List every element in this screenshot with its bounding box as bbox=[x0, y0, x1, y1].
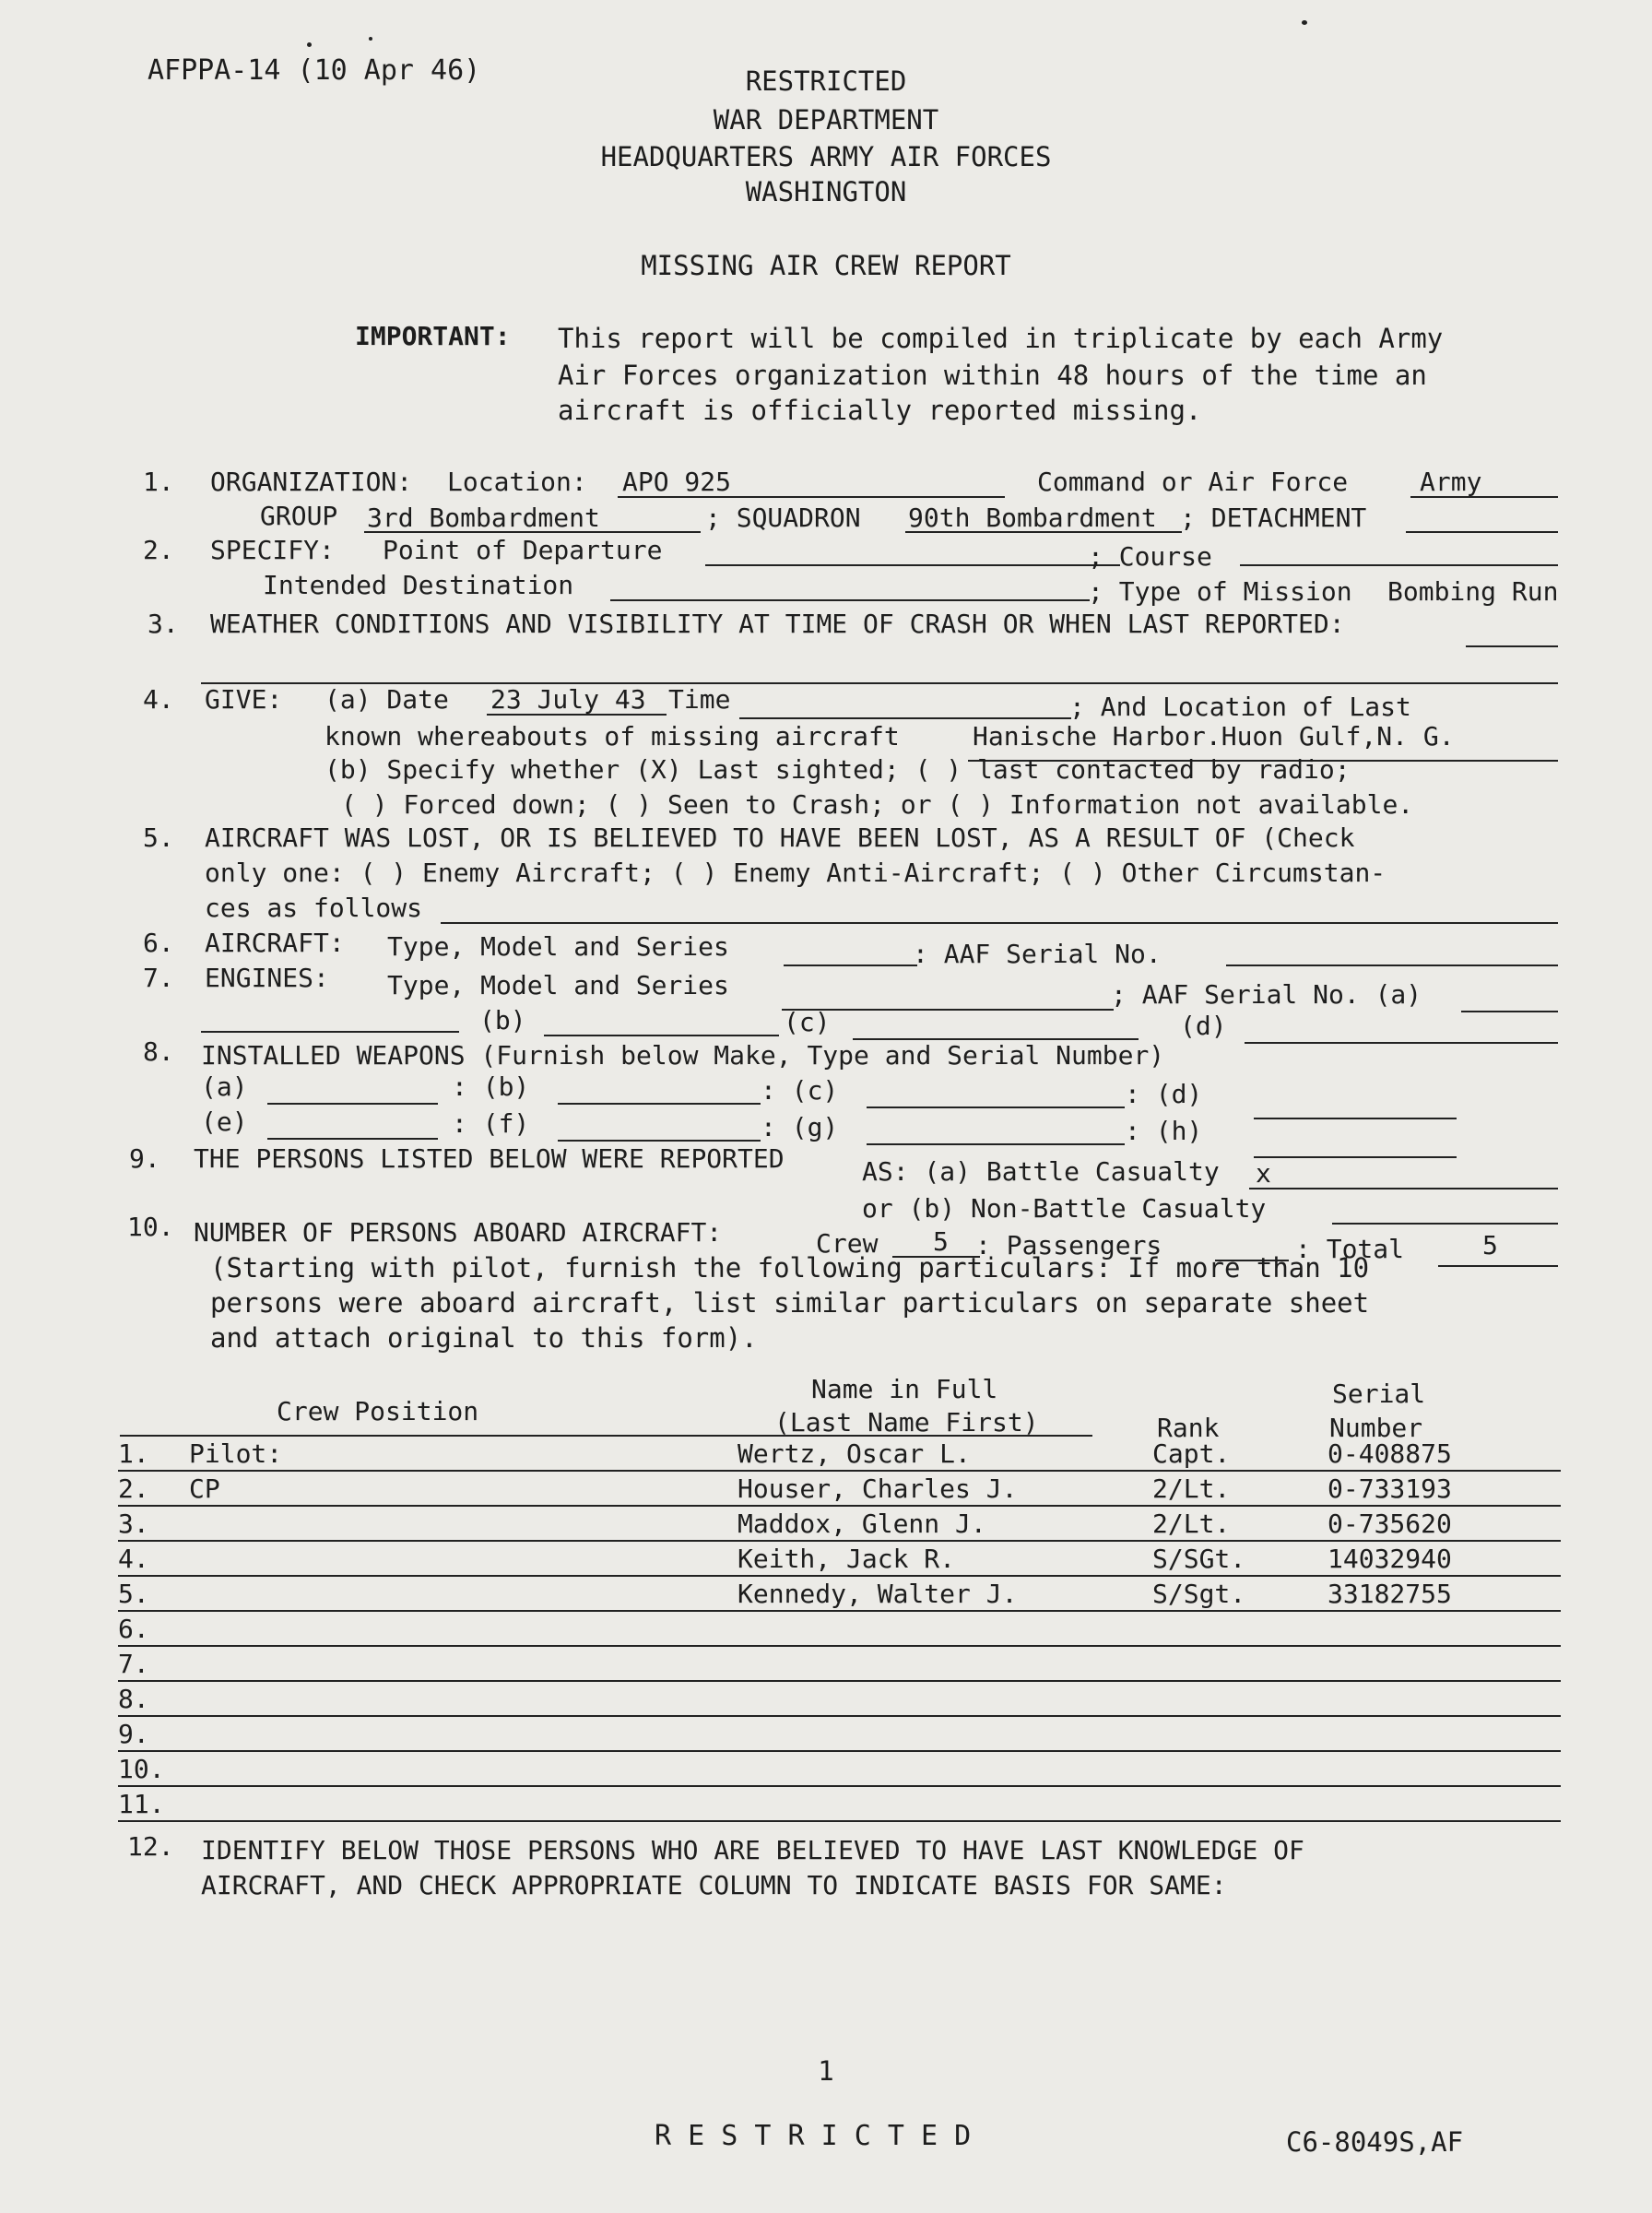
location-value: APO 925 bbox=[622, 467, 732, 497]
weapon-b-line bbox=[558, 1103, 761, 1105]
row-rule bbox=[118, 1645, 1561, 1647]
date-label: (a) Date bbox=[324, 684, 449, 715]
squadron-line bbox=[905, 531, 1182, 533]
engines-serial-a2-line bbox=[201, 1031, 459, 1033]
crew-name: Keith, Jack R. bbox=[738, 1544, 956, 1574]
row-rule bbox=[118, 1610, 1561, 1612]
group-line bbox=[364, 531, 701, 533]
command-line bbox=[1410, 496, 1558, 498]
row-number: 10. bbox=[118, 1754, 165, 1784]
weapon-c-line bbox=[867, 1106, 1125, 1108]
weapon-e-line bbox=[267, 1138, 438, 1140]
engines-label: ENGINES: bbox=[205, 963, 329, 993]
specify-whether-line: (b) Specify whether (X) Last sighted; ( ) last contacted by radio; bbox=[324, 754, 1351, 785]
location-line bbox=[618, 496, 1005, 498]
crew-serial: 0-733193 bbox=[1328, 1473, 1452, 1504]
classification-top: RESTRICTED bbox=[745, 65, 907, 97]
crew-serial: 14032940 bbox=[1328, 1544, 1452, 1574]
item-5-number: 5. bbox=[143, 822, 174, 853]
aircraft-serial-label: : AAF Serial No. bbox=[913, 939, 1162, 969]
weapon-g-line bbox=[867, 1143, 1125, 1145]
detachment-label: ; DETACHMENT bbox=[1180, 503, 1367, 533]
non-battle-casualty-label: or (b) Non-Battle Casualty bbox=[862, 1193, 1267, 1224]
engines-serial-a-line bbox=[1461, 1011, 1558, 1012]
group-label: GROUP bbox=[260, 501, 338, 531]
header-serial-top: Serial bbox=[1332, 1379, 1426, 1409]
weapon-f-line bbox=[558, 1140, 761, 1142]
row-rule bbox=[118, 1540, 1561, 1542]
particulars-line-2: persons were aboard aircraft, list similar particulars on separate sheet bbox=[210, 1287, 1370, 1319]
battle-casualty-value: x bbox=[1256, 1158, 1271, 1189]
engines-tms-line bbox=[782, 1009, 1114, 1011]
item-1-number: 1. bbox=[143, 467, 174, 497]
item-4-number: 4. bbox=[143, 684, 174, 715]
organization-label: ORGANIZATION: bbox=[210, 467, 413, 497]
item-6-number: 6. bbox=[143, 928, 174, 958]
crew-position: Pilot: bbox=[189, 1438, 283, 1469]
weapon-d-line bbox=[1254, 1118, 1457, 1119]
item-9-number: 9. bbox=[129, 1143, 160, 1174]
particulars-line-1: (Starting with pilot, furnish the following particulars: If more than 10 bbox=[210, 1252, 1370, 1284]
weapon-b-label: : (b) bbox=[452, 1071, 530, 1102]
city: WASHINGTON bbox=[745, 176, 907, 207]
time-label: Time bbox=[668, 684, 731, 715]
crew-name: Wertz, Oscar L. bbox=[738, 1438, 971, 1469]
engines-serial-d-line bbox=[1245, 1042, 1558, 1044]
item-12-number: 12. bbox=[127, 1831, 174, 1862]
engines-serial-c-label: (c) bbox=[784, 1007, 831, 1037]
item-2-number: 2. bbox=[143, 535, 174, 565]
engines-serial-b-line bbox=[544, 1035, 779, 1036]
row-number: 11. bbox=[118, 1789, 165, 1819]
row-rule bbox=[118, 1575, 1561, 1577]
important-line-2: Air Forces organization within 48 hours of the time an bbox=[558, 360, 1427, 391]
engines-serial-label: ; AAF Serial No. (a) bbox=[1111, 979, 1422, 1010]
scan-speck bbox=[1302, 20, 1307, 25]
important-label: IMPORTANT: bbox=[355, 321, 511, 351]
identify-line-1: IDENTIFY BELOW THOSE PERSONS WHO ARE BELIEVED TO HAVE LAST KNOWLEDGE OF bbox=[201, 1835, 1304, 1865]
passengers-label: : Passengers bbox=[975, 1230, 1162, 1260]
course-line bbox=[1240, 564, 1558, 566]
destination-line bbox=[610, 599, 1090, 601]
identify-line-2: AIRCRAFT, AND CHECK APPROPRIATE COLUMN TO INDICATE BASIS FOR SAME: bbox=[201, 1870, 1227, 1900]
forced-down-line: ( ) Forced down; ( ) Seen to Crash; or ( ) Information not available. bbox=[341, 789, 1414, 820]
important-line-1: This report will be compiled in triplicate by each Army bbox=[558, 323, 1444, 354]
time-line bbox=[739, 717, 1071, 719]
weapon-g-label: : (g) bbox=[761, 1112, 839, 1142]
form-id: AFPPA-14 (10 Apr 46) bbox=[148, 54, 481, 87]
lost-reason-line-1: AIRCRAFT WAS LOST, OR IS BELIEVED TO HAVE BEEN LOST, AS A RESULT OF (Check bbox=[205, 822, 1355, 853]
engines-serial-d-label: (d) bbox=[1180, 1011, 1227, 1041]
item-10-number: 10. bbox=[127, 1212, 174, 1242]
total-value: 5 bbox=[1482, 1230, 1498, 1260]
whereabouts-value: Hanische Harbor.Huon Gulf,N. G. bbox=[973, 721, 1455, 751]
important-line-3: aircraft is officially reported missing. bbox=[558, 395, 1202, 426]
weapon-a-line bbox=[267, 1103, 438, 1105]
row-rule bbox=[118, 1715, 1561, 1717]
row-rule bbox=[118, 1470, 1561, 1472]
particulars-line-3: and attach original to this form). bbox=[210, 1322, 758, 1354]
department: WAR DEPARTMENT bbox=[713, 104, 939, 136]
aircraft-tms-label: Type, Model and Series bbox=[387, 931, 729, 962]
crew-value: 5 bbox=[933, 1226, 949, 1257]
crew-rank: S/Sgt. bbox=[1152, 1579, 1246, 1609]
row-number: 3. bbox=[118, 1509, 149, 1539]
row-number: 5. bbox=[118, 1579, 149, 1609]
row-number: 7. bbox=[118, 1649, 149, 1679]
battle-casualty-line bbox=[1249, 1188, 1558, 1189]
weapon-f-label: : (f) bbox=[452, 1108, 530, 1139]
crew-serial: 0-408875 bbox=[1328, 1438, 1452, 1469]
header-name-bottom: (Last Name First) bbox=[774, 1407, 1039, 1438]
weapon-h-line bbox=[1254, 1156, 1457, 1158]
aircraft-serial-line bbox=[1226, 964, 1558, 966]
row-rule bbox=[118, 1785, 1561, 1787]
non-battle-casualty-line bbox=[1332, 1223, 1558, 1225]
group-value: 3rd Bombardment bbox=[367, 503, 600, 533]
location-label: Location: bbox=[447, 467, 587, 497]
row-number: 9. bbox=[118, 1719, 149, 1749]
command-value: Army bbox=[1420, 467, 1482, 497]
specify-label: SPECIFY: bbox=[210, 535, 335, 565]
departure-line bbox=[705, 564, 1120, 566]
weapon-d-label: : (d) bbox=[1125, 1079, 1203, 1109]
mission-value: Bombing Run bbox=[1387, 576, 1559, 607]
header-name-top: Name in Full bbox=[811, 1374, 998, 1404]
command-label: Command or Air Force bbox=[1037, 467, 1349, 497]
row-number: 2. bbox=[118, 1473, 149, 1504]
crew-name: Kennedy, Walter J. bbox=[738, 1579, 1018, 1609]
crew-rank: Capt. bbox=[1152, 1438, 1231, 1469]
scan-speck bbox=[307, 42, 312, 47]
weapon-h-label: : (h) bbox=[1125, 1116, 1203, 1146]
scan-speck bbox=[369, 37, 372, 41]
aircraft-tms-line bbox=[784, 964, 917, 966]
date-value: 23 July 43 bbox=[490, 684, 646, 715]
mission-label: ; Type of Mission bbox=[1088, 576, 1352, 607]
date-line bbox=[487, 714, 667, 716]
classification-bottom: R E S T R I C T E D bbox=[655, 2120, 972, 2152]
form-code: C6-8049S,AF bbox=[1286, 2126, 1464, 2158]
total-line bbox=[1438, 1265, 1558, 1267]
row-number: 1. bbox=[118, 1438, 149, 1469]
crew-name: Maddox, Glenn J. bbox=[738, 1509, 986, 1539]
item-8-number: 8. bbox=[143, 1036, 174, 1067]
form-title: MISSING AIR CREW REPORT bbox=[641, 250, 1011, 281]
row-rule bbox=[118, 1750, 1561, 1752]
location-last-label: ; And Location of Last bbox=[1069, 692, 1411, 722]
engines-serial-b-label: (b) bbox=[479, 1005, 526, 1035]
crew-serial: 33182755 bbox=[1328, 1579, 1452, 1609]
squadron-label: ; SQUADRON bbox=[705, 503, 861, 533]
lost-reason-line-2: only one: ( ) Enemy Aircraft; ( ) Enemy Anti-Aircraft; ( ) Other Circumstan- bbox=[205, 858, 1386, 888]
weapons-label: INSTALLED WEAPONS (Furnish below Make, Type and Serial Number) bbox=[201, 1040, 1165, 1071]
headquarters: HEADQUARTERS ARMY AIR FORCES bbox=[600, 141, 1052, 172]
row-rule bbox=[118, 1505, 1561, 1507]
header-crew-position: Crew Position bbox=[277, 1396, 479, 1426]
crew-serial: 0-735620 bbox=[1328, 1509, 1452, 1539]
crew-rank: 2/Lt. bbox=[1152, 1509, 1231, 1539]
squadron-value: 90th Bombardment bbox=[908, 503, 1157, 533]
course-label: ; Course bbox=[1088, 541, 1212, 572]
reported-label: THE PERSONS LISTED BELOW WERE REPORTED bbox=[194, 1143, 785, 1174]
persons-aboard-label: NUMBER OF PERSONS ABOARD AIRCRAFT: bbox=[194, 1217, 723, 1248]
battle-casualty-label: AS: (a) Battle Casualty bbox=[862, 1156, 1220, 1187]
total-label: : Total bbox=[1295, 1234, 1405, 1264]
row-number: 8. bbox=[118, 1684, 149, 1714]
row-rule bbox=[118, 1820, 1561, 1822]
aircraft-label: AIRCRAFT: bbox=[205, 928, 345, 958]
crew-position: CP bbox=[189, 1473, 220, 1504]
give-label: GIVE: bbox=[205, 684, 283, 715]
header-serial-bottom: Number bbox=[1329, 1413, 1423, 1443]
weapon-e-label: (e) bbox=[201, 1106, 248, 1137]
circumstances-line bbox=[441, 922, 1558, 924]
weather-line-end bbox=[1466, 645, 1558, 647]
weapon-c-label: : (c) bbox=[761, 1075, 839, 1106]
item-3-number: 3. bbox=[148, 609, 179, 639]
detachment-line bbox=[1406, 531, 1558, 533]
departure-label: Point of Departure bbox=[383, 535, 663, 565]
row-rule bbox=[118, 1680, 1561, 1682]
crew-label: Crew bbox=[816, 1228, 879, 1259]
weapon-a-label: (a) bbox=[201, 1071, 248, 1102]
crew-rank: 2/Lt. bbox=[1152, 1473, 1231, 1504]
header-rank: Rank bbox=[1157, 1413, 1220, 1443]
destination-label: Intended Destination bbox=[263, 570, 574, 600]
whereabouts-label: known whereabouts of missing aircraft bbox=[324, 721, 900, 751]
engines-tms-label: Type, Model and Series bbox=[387, 970, 729, 1000]
item-7-number: 7. bbox=[143, 963, 174, 993]
row-number: 4. bbox=[118, 1544, 149, 1574]
lost-reason-line-3: ces as follows bbox=[205, 893, 423, 923]
header-underline bbox=[120, 1435, 1092, 1437]
crew-name: Houser, Charles J. bbox=[738, 1473, 1018, 1504]
row-number: 6. bbox=[118, 1614, 149, 1644]
page-number: 1 bbox=[818, 2055, 834, 2087]
weather-label: WEATHER CONDITIONS AND VISIBILITY AT TIME OF CRASH OR WHEN LAST REPORTED: bbox=[210, 609, 1345, 639]
crew-rank: S/SGt. bbox=[1152, 1544, 1246, 1574]
